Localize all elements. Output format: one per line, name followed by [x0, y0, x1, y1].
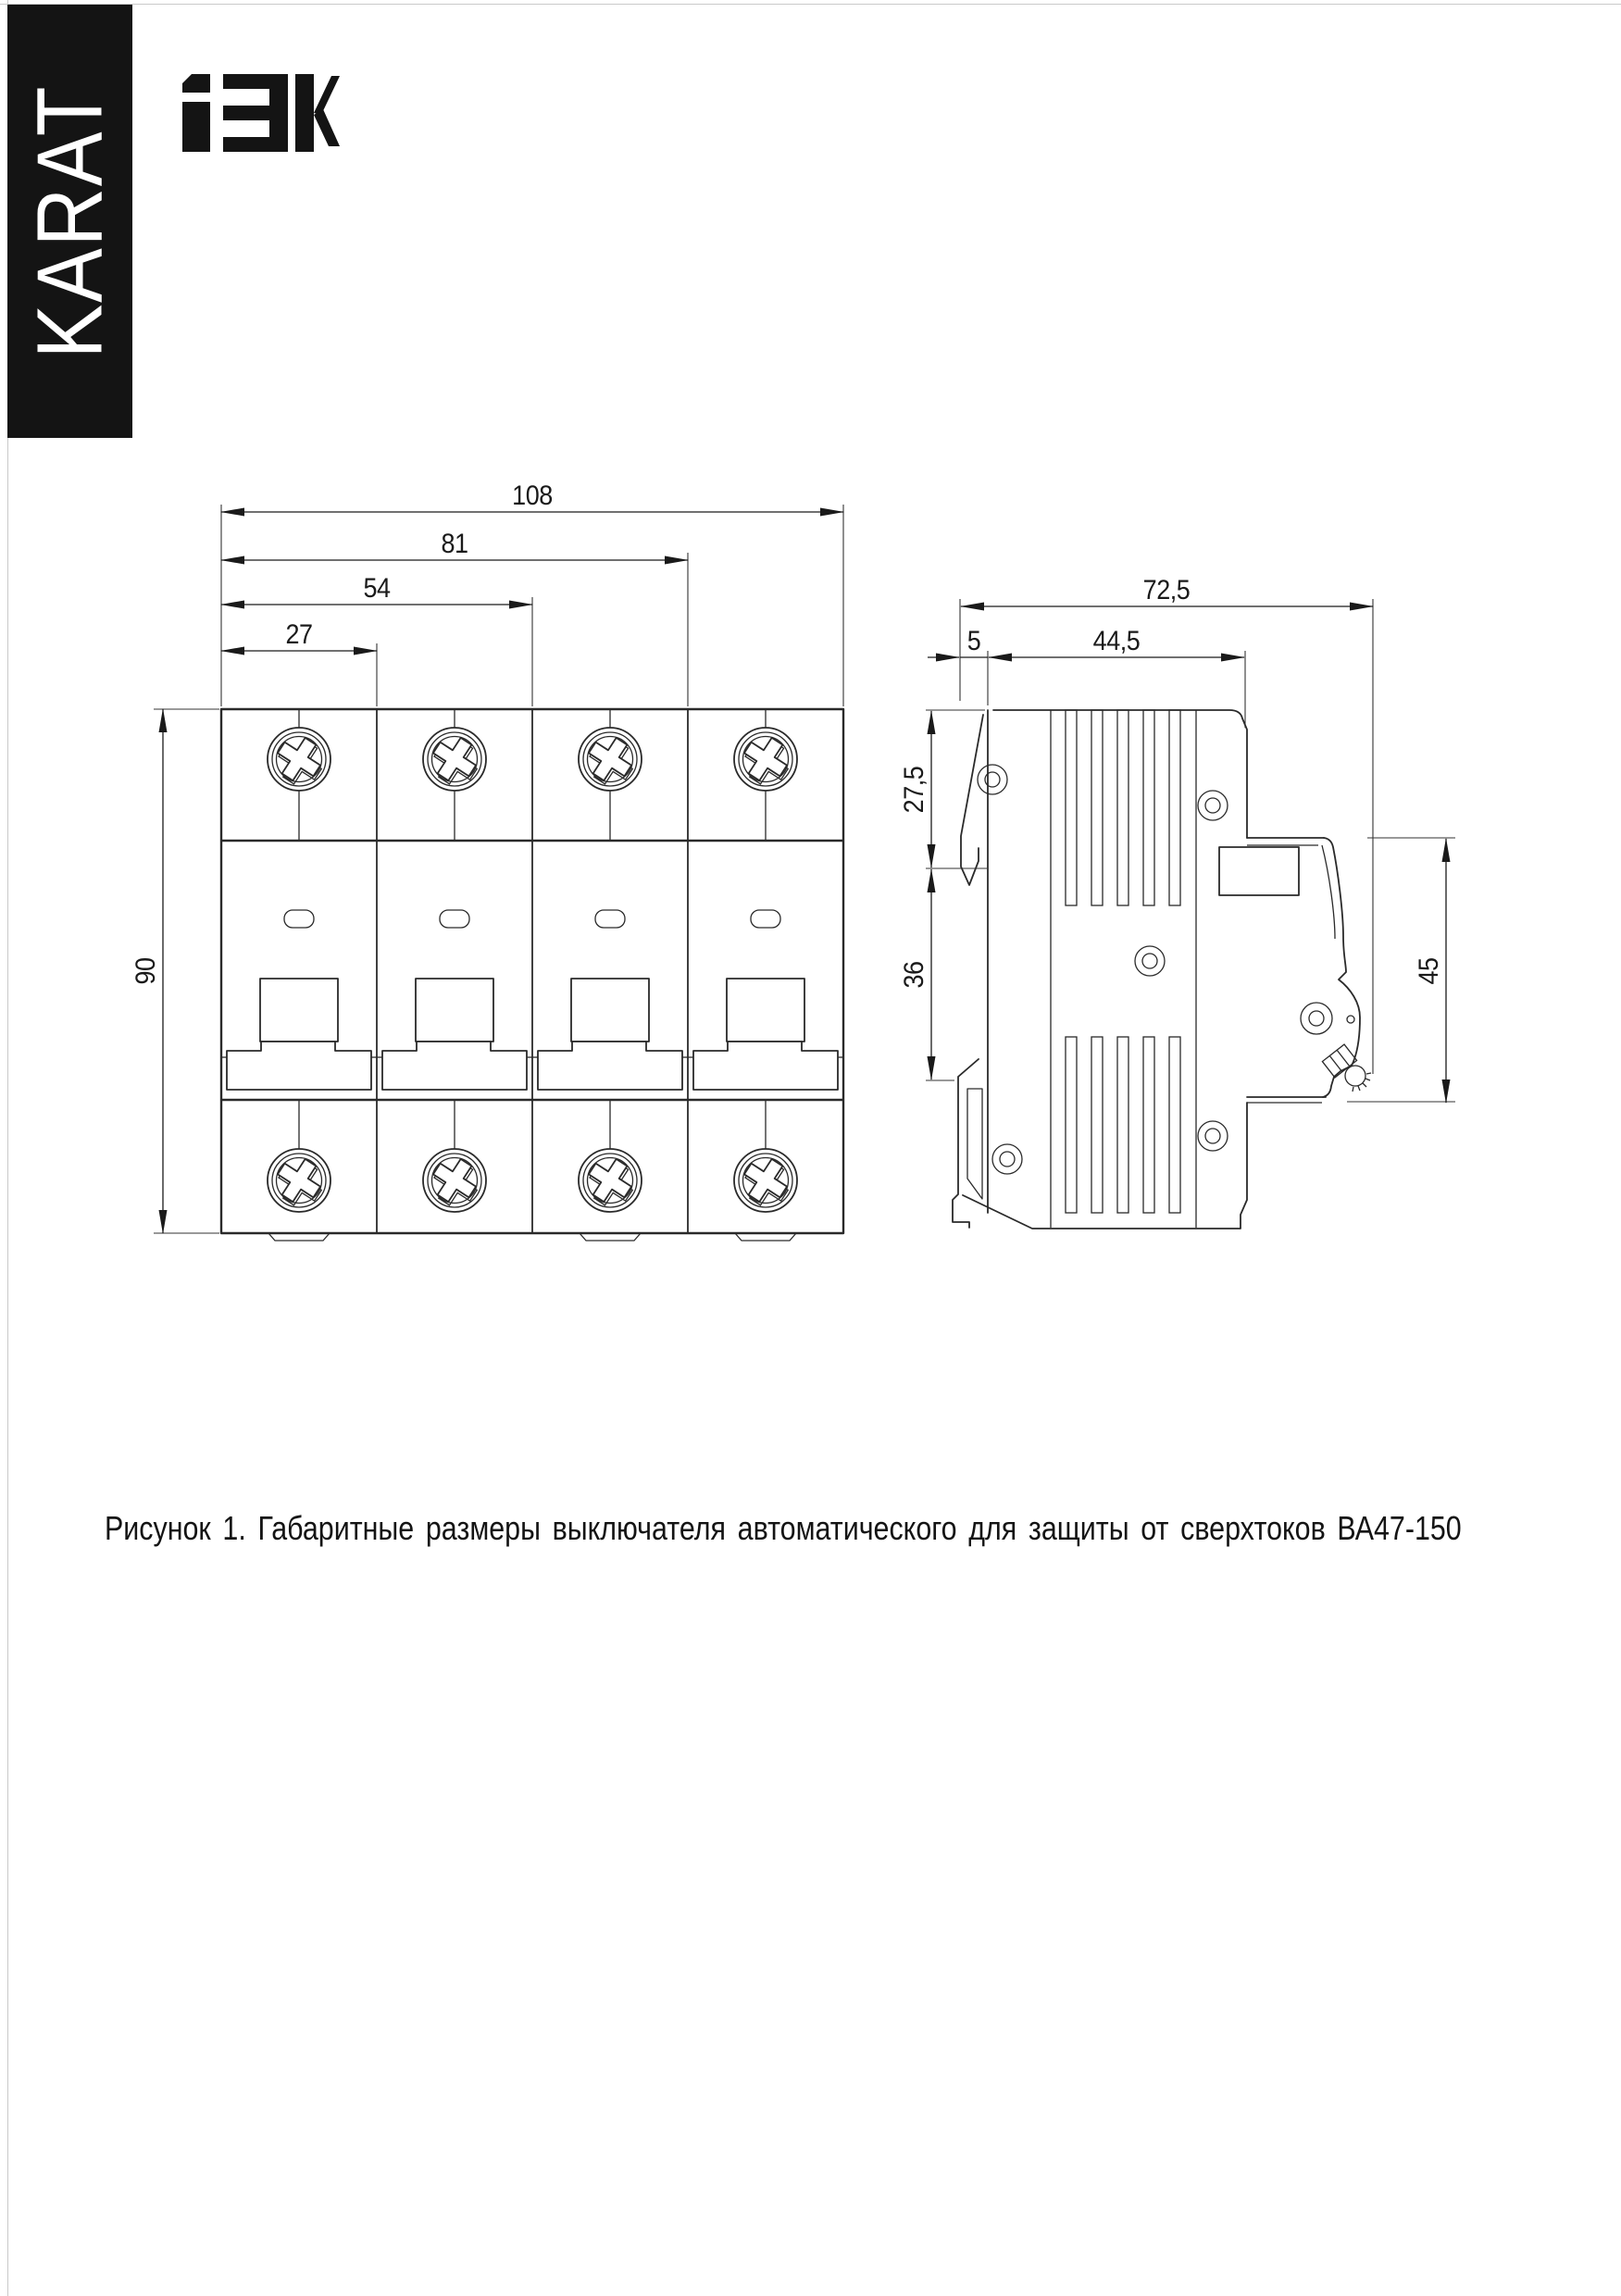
terminal-screw — [1345, 1066, 1371, 1092]
terminal-box — [1219, 847, 1299, 895]
dim-label-81: 81 — [441, 528, 468, 560]
pivot-rivet — [1301, 1003, 1332, 1034]
dim-label-5: 5 — [966, 625, 981, 657]
dim-label-108: 108 — [512, 480, 553, 512]
indicator-window — [595, 910, 625, 928]
vent-slots-lower — [1066, 1037, 1180, 1213]
dim-label-72-5: 72,5 — [1142, 574, 1191, 606]
side-view — [899, 575, 1455, 1229]
dim-label-27: 27 — [285, 618, 313, 651]
indicator-window — [751, 910, 780, 928]
dim-label-54: 54 — [363, 572, 391, 605]
indicator-window — [284, 910, 314, 928]
dim-label-45: 45 — [1413, 957, 1445, 985]
vent-slots-upper — [1066, 710, 1180, 905]
dim-label-27-5: 27,5 — [898, 766, 930, 814]
dim-label-36: 36 — [898, 961, 930, 989]
indicator-window — [440, 910, 469, 928]
figure-caption: Рисунок 1. Габаритные размеры выключателя автоматического для защиты от сверхтоков ВА47-150 — [105, 1509, 1462, 1547]
dim-label-44-5: 44,5 — [1092, 625, 1141, 657]
front-view — [131, 480, 843, 1241]
dim-label-90: 90 — [130, 957, 162, 985]
brand-karat-text: KARAT — [18, 84, 122, 358]
